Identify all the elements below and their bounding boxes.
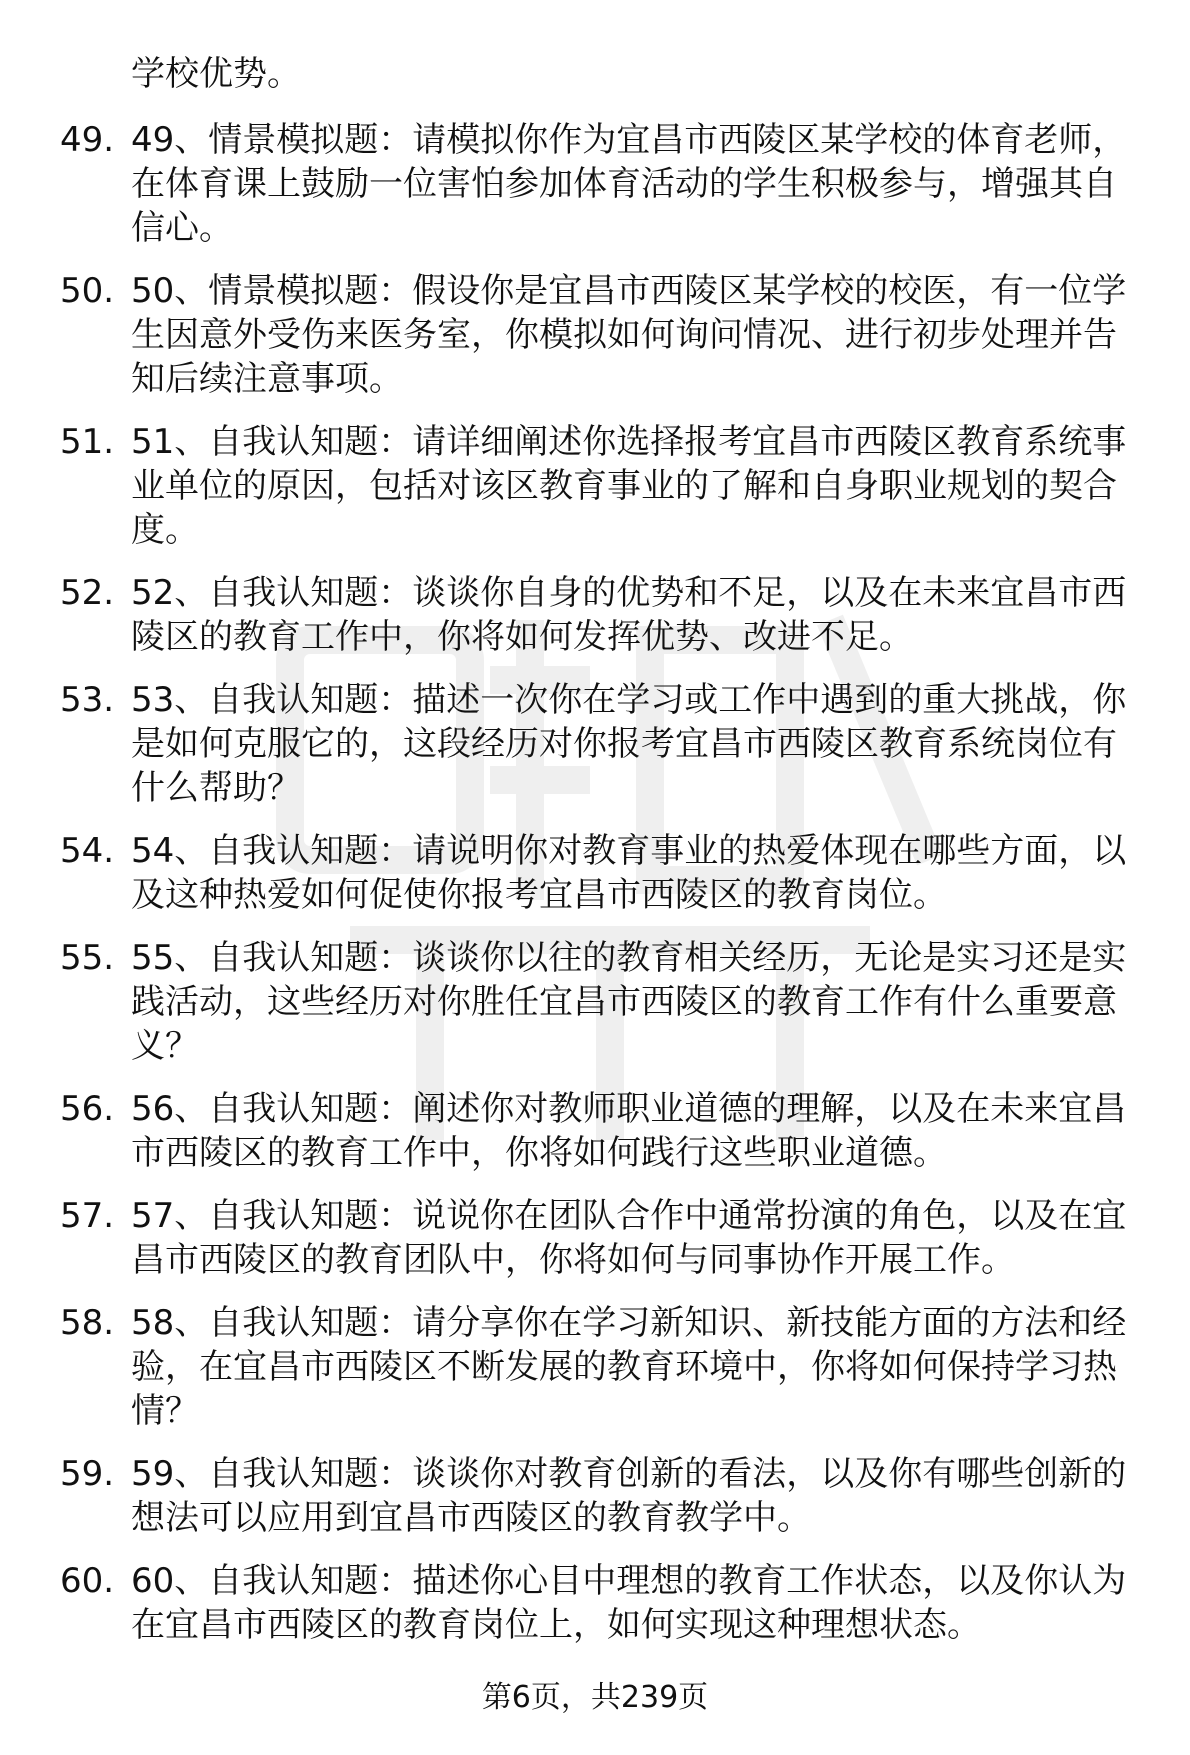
list-item [0, 269, 1141, 401]
item-number: 56. [60, 1089, 115, 1129]
continuation-text: 学校优势。 [131, 54, 301, 94]
question-list [0, 118, 1190, 1666]
item-number: 59. [60, 1454, 115, 1494]
list-item [0, 118, 1141, 250]
item-text: 59、自我认知题：谈谈你对教育创新的看法，以及你有哪些创新的想法可以应用到宜昌市西陵区的教育教学中。 [131, 1454, 1127, 1538]
list-item [0, 1194, 1141, 1282]
item-number: 57. [60, 1196, 115, 1236]
item-number: 49. [60, 120, 115, 160]
item-text: 53、自我认知题：描述一次你在学习或工作中遇到的重大挑战，你是如何克服它的，这段经历对你报考宜昌市西陵区教育系统岗位有什么帮助？ [131, 680, 1127, 808]
item-text: 51、自我认知题：请详细阐述你选择报考宜昌市西陵区教育系统事业单位的原因，包括对该区教育事业的了解和自身职业规划的契合度。 [131, 422, 1127, 550]
list-item [0, 678, 1141, 810]
item-number: 52. [60, 573, 115, 613]
list-item [0, 1301, 1141, 1433]
item-text: 50、情景模拟题：假设你是宜昌市西陵区某学校的校医，有一位学生因意外受伤来医务室，你模拟如何询问情况、进行初步处理并告知后续注意事项。 [131, 271, 1127, 399]
item-text: 49、情景模拟题：请模拟你作为宜昌市西陵区某学校的体育老师，在体育课上鼓励一位害怕参加体育活动的学生积极参与，增强其自信心。 [131, 120, 1127, 248]
list-item [0, 1559, 1141, 1647]
item-number: 58. [60, 1303, 115, 1343]
item-text: 52、自我认知题：谈谈你自身的优势和不足，以及在未来宜昌市西陵区的教育工作中，你将如何发挥优势、改进不足。 [131, 573, 1127, 657]
item-text: 55、自我认知题：谈谈你以往的教育相关经历，无论是实习还是实践活动，这些经历对你胜任宜昌市西陵区的教育工作有什么重要意义？ [131, 938, 1127, 1066]
item-number: 50. [60, 271, 115, 311]
list-item [0, 829, 1141, 917]
list-item [0, 1087, 1141, 1175]
item-number: 53. [60, 680, 115, 720]
item-text: 57、自我认知题：说说你在团队合作中通常扮演的角色，以及在宜昌市西陵区的教育团队中，你将如何与同事协作开展工作。 [131, 1196, 1127, 1280]
list-item [0, 936, 1141, 1068]
item-text: 60、自我认知题：描述你心目中理想的教育工作状态，以及你认为在宜昌市西陵区的教育岗位上，如何实现这种理想状态。 [131, 1561, 1127, 1645]
item-number: 55. [60, 938, 115, 978]
item-number: 51. [60, 422, 115, 462]
item-number: 60. [60, 1561, 115, 1601]
list-item [0, 1452, 1141, 1540]
list-item [0, 571, 1141, 659]
item-text: 54、自我认知题：请说明你对教育事业的热爱体现在哪些方面，以及这种热爱如何促使你报考宜昌市西陵区的教育岗位。 [131, 831, 1127, 915]
page-footer: 第6页，共239页 [481, 1680, 709, 1715]
item-text: 56、自我认知题：阐述你对教师职业道德的理解，以及在未来宜昌市西陵区的教育工作中，你将如何践行这些职业道德。 [131, 1089, 1127, 1173]
list-item [0, 420, 1141, 552]
item-text: 58、自我认知题：请分享你在学习新知识、新技能方面的方法和经验，在宜昌市西陵区不断发展的教育环境中，你将如何保持学习热情？ [131, 1303, 1127, 1431]
item-number: 54. [60, 831, 115, 871]
